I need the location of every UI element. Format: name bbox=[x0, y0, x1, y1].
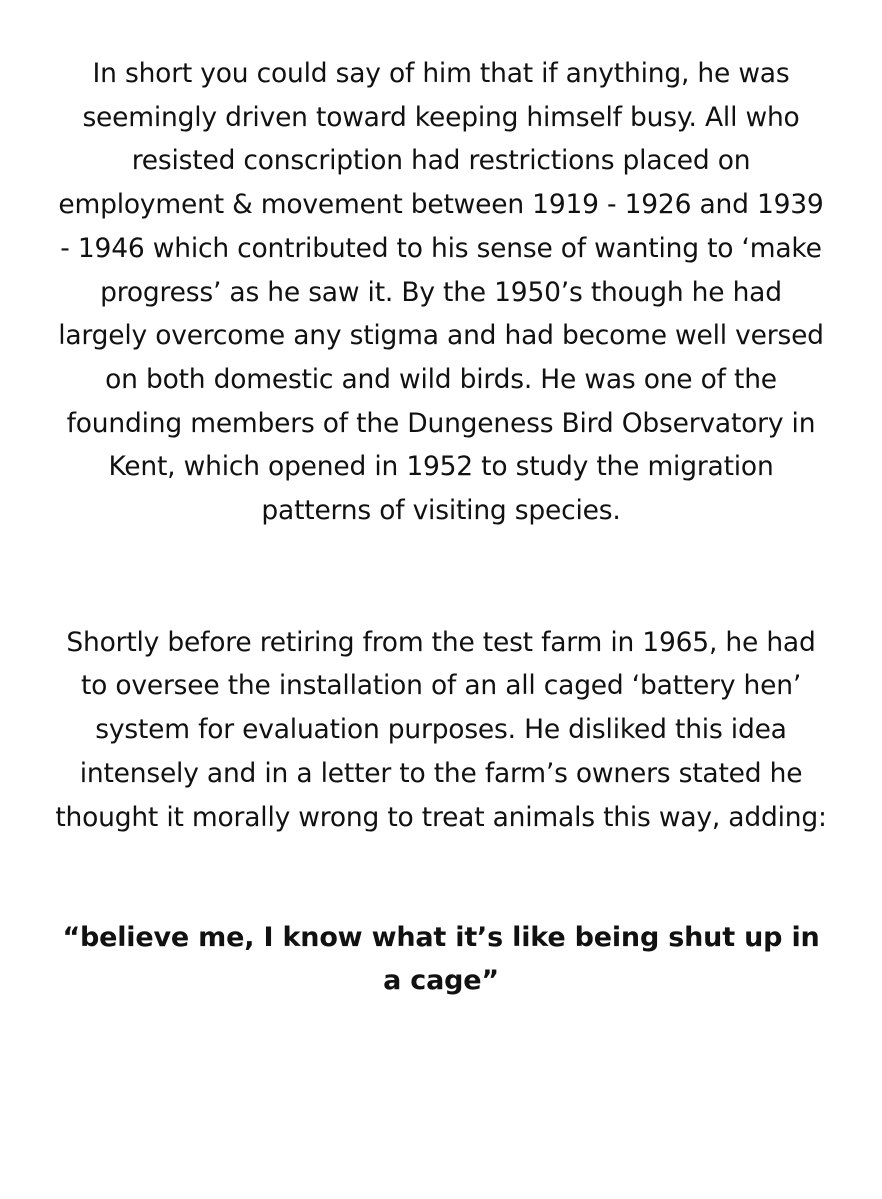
paragraph-battery-hen-system: Shortly before retiring from the test farm in 1965, he had to oversee the installation of an all caged ‘battery hen’ system for evaluation purposes. He disliked this idea intensely and in a letter to the farm’s owners stated he thought it morally wrong to treat animals this way, adding: bbox=[55, 626, 827, 833]
paragraph-conscription-and-birds: In short you could say of him that if anything, he was seemingly driven toward keeping himself busy. All who resisted conscription had restrictions placed on employment & movement between 1919 - 1926 and 1939 - 1946 which contributed to his sense of wanting to ‘make progress’ as he saw it. By the 1950’s though he had largely overcome any stigma and had become well versed on both domestic and wild birds. He was one of the founding members of the Dungeness Bird Observatory in Kent, which opened in 1952 to study the migration patterns of visiting species. bbox=[58, 58, 824, 527]
quote-shut-up-in-a-cage: “believe me, I know what it’s like being shut up in a cage” bbox=[62, 922, 820, 997]
